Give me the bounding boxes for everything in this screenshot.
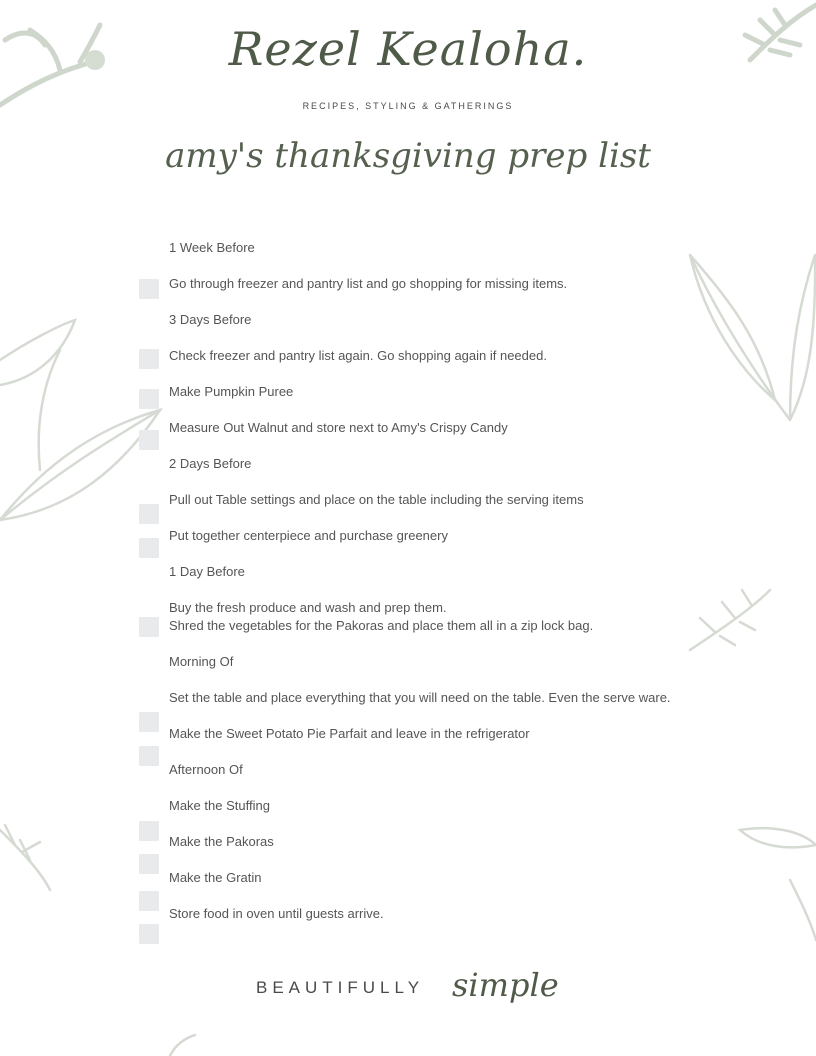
- task-checkbox[interactable]: [139, 617, 159, 637]
- task-checkbox[interactable]: [139, 349, 159, 369]
- task-label: Set the table and place everything that you will need on the table. Even the serve ware.: [169, 690, 671, 705]
- leaf-outline-icon: [0, 410, 160, 520]
- task-label: Store food in oven until guests arrive.: [169, 906, 384, 921]
- task-label: Check freezer and pantry list again. Go shopping again if needed.: [169, 348, 547, 363]
- leaf-outline-icon: [740, 828, 816, 847]
- section-heading: Morning Of: [169, 654, 234, 669]
- section-heading: 1 Week Before: [169, 240, 255, 255]
- task-label: Make the Sweet Potato Pie Parfait and leave in the refrigerator: [169, 726, 530, 741]
- task-label: Measure Out Walnut and store next to Amy's Crispy Candy: [169, 420, 508, 435]
- task-label: Make the Stuffing: [169, 798, 270, 813]
- task-checkbox[interactable]: [139, 891, 159, 911]
- task-label: Make the Gratin: [169, 870, 262, 885]
- footer-script-word: simple: [452, 966, 559, 1004]
- task-label: Buy the fresh produce and wash and prep them.: [169, 600, 447, 615]
- task-checkbox[interactable]: [139, 712, 159, 732]
- footer-tagline: BEAUTIFULLY: [256, 978, 425, 997]
- leaf-outline-icon: [690, 255, 775, 400]
- task-checkbox[interactable]: [139, 538, 159, 558]
- brand-logo: Rezel Kealoha.: [228, 22, 588, 76]
- section-heading: 1 Day Before: [169, 564, 245, 579]
- task-label: Make Pumpkin Puree: [169, 384, 294, 399]
- task-label: Put together centerpiece and purchase greenery: [169, 528, 448, 543]
- leaf-sprig-icon: [0, 830, 50, 890]
- task-label: Go through freezer and pantry list and go shopping for missing items.: [169, 276, 568, 291]
- task-checkbox[interactable]: [139, 854, 159, 874]
- page-title: amy's thanksgiving prep list: [165, 136, 651, 176]
- task-checkbox[interactable]: [139, 924, 159, 944]
- section-heading: Afternoon Of: [169, 762, 243, 777]
- task-checkbox[interactable]: [139, 389, 159, 409]
- task-checkbox[interactable]: [139, 821, 159, 841]
- brand-tagline: RECIPES, STYLING & GATHERINGS: [302, 101, 514, 111]
- section-heading: 3 Days Before: [169, 312, 252, 327]
- task-label: Pull out Table settings and place on the table including the serving items: [169, 492, 584, 507]
- task-checkbox[interactable]: [139, 746, 159, 766]
- task-checkbox[interactable]: [139, 279, 159, 299]
- task-label: Make the Pakoras: [169, 834, 274, 849]
- task-checkbox[interactable]: [139, 430, 159, 450]
- task-checkbox[interactable]: [139, 504, 159, 524]
- task-label: Shred the vegetables for the Pakoras and place them all in a zip lock bag.: [169, 618, 594, 633]
- section-heading: 2 Days Before: [169, 456, 252, 471]
